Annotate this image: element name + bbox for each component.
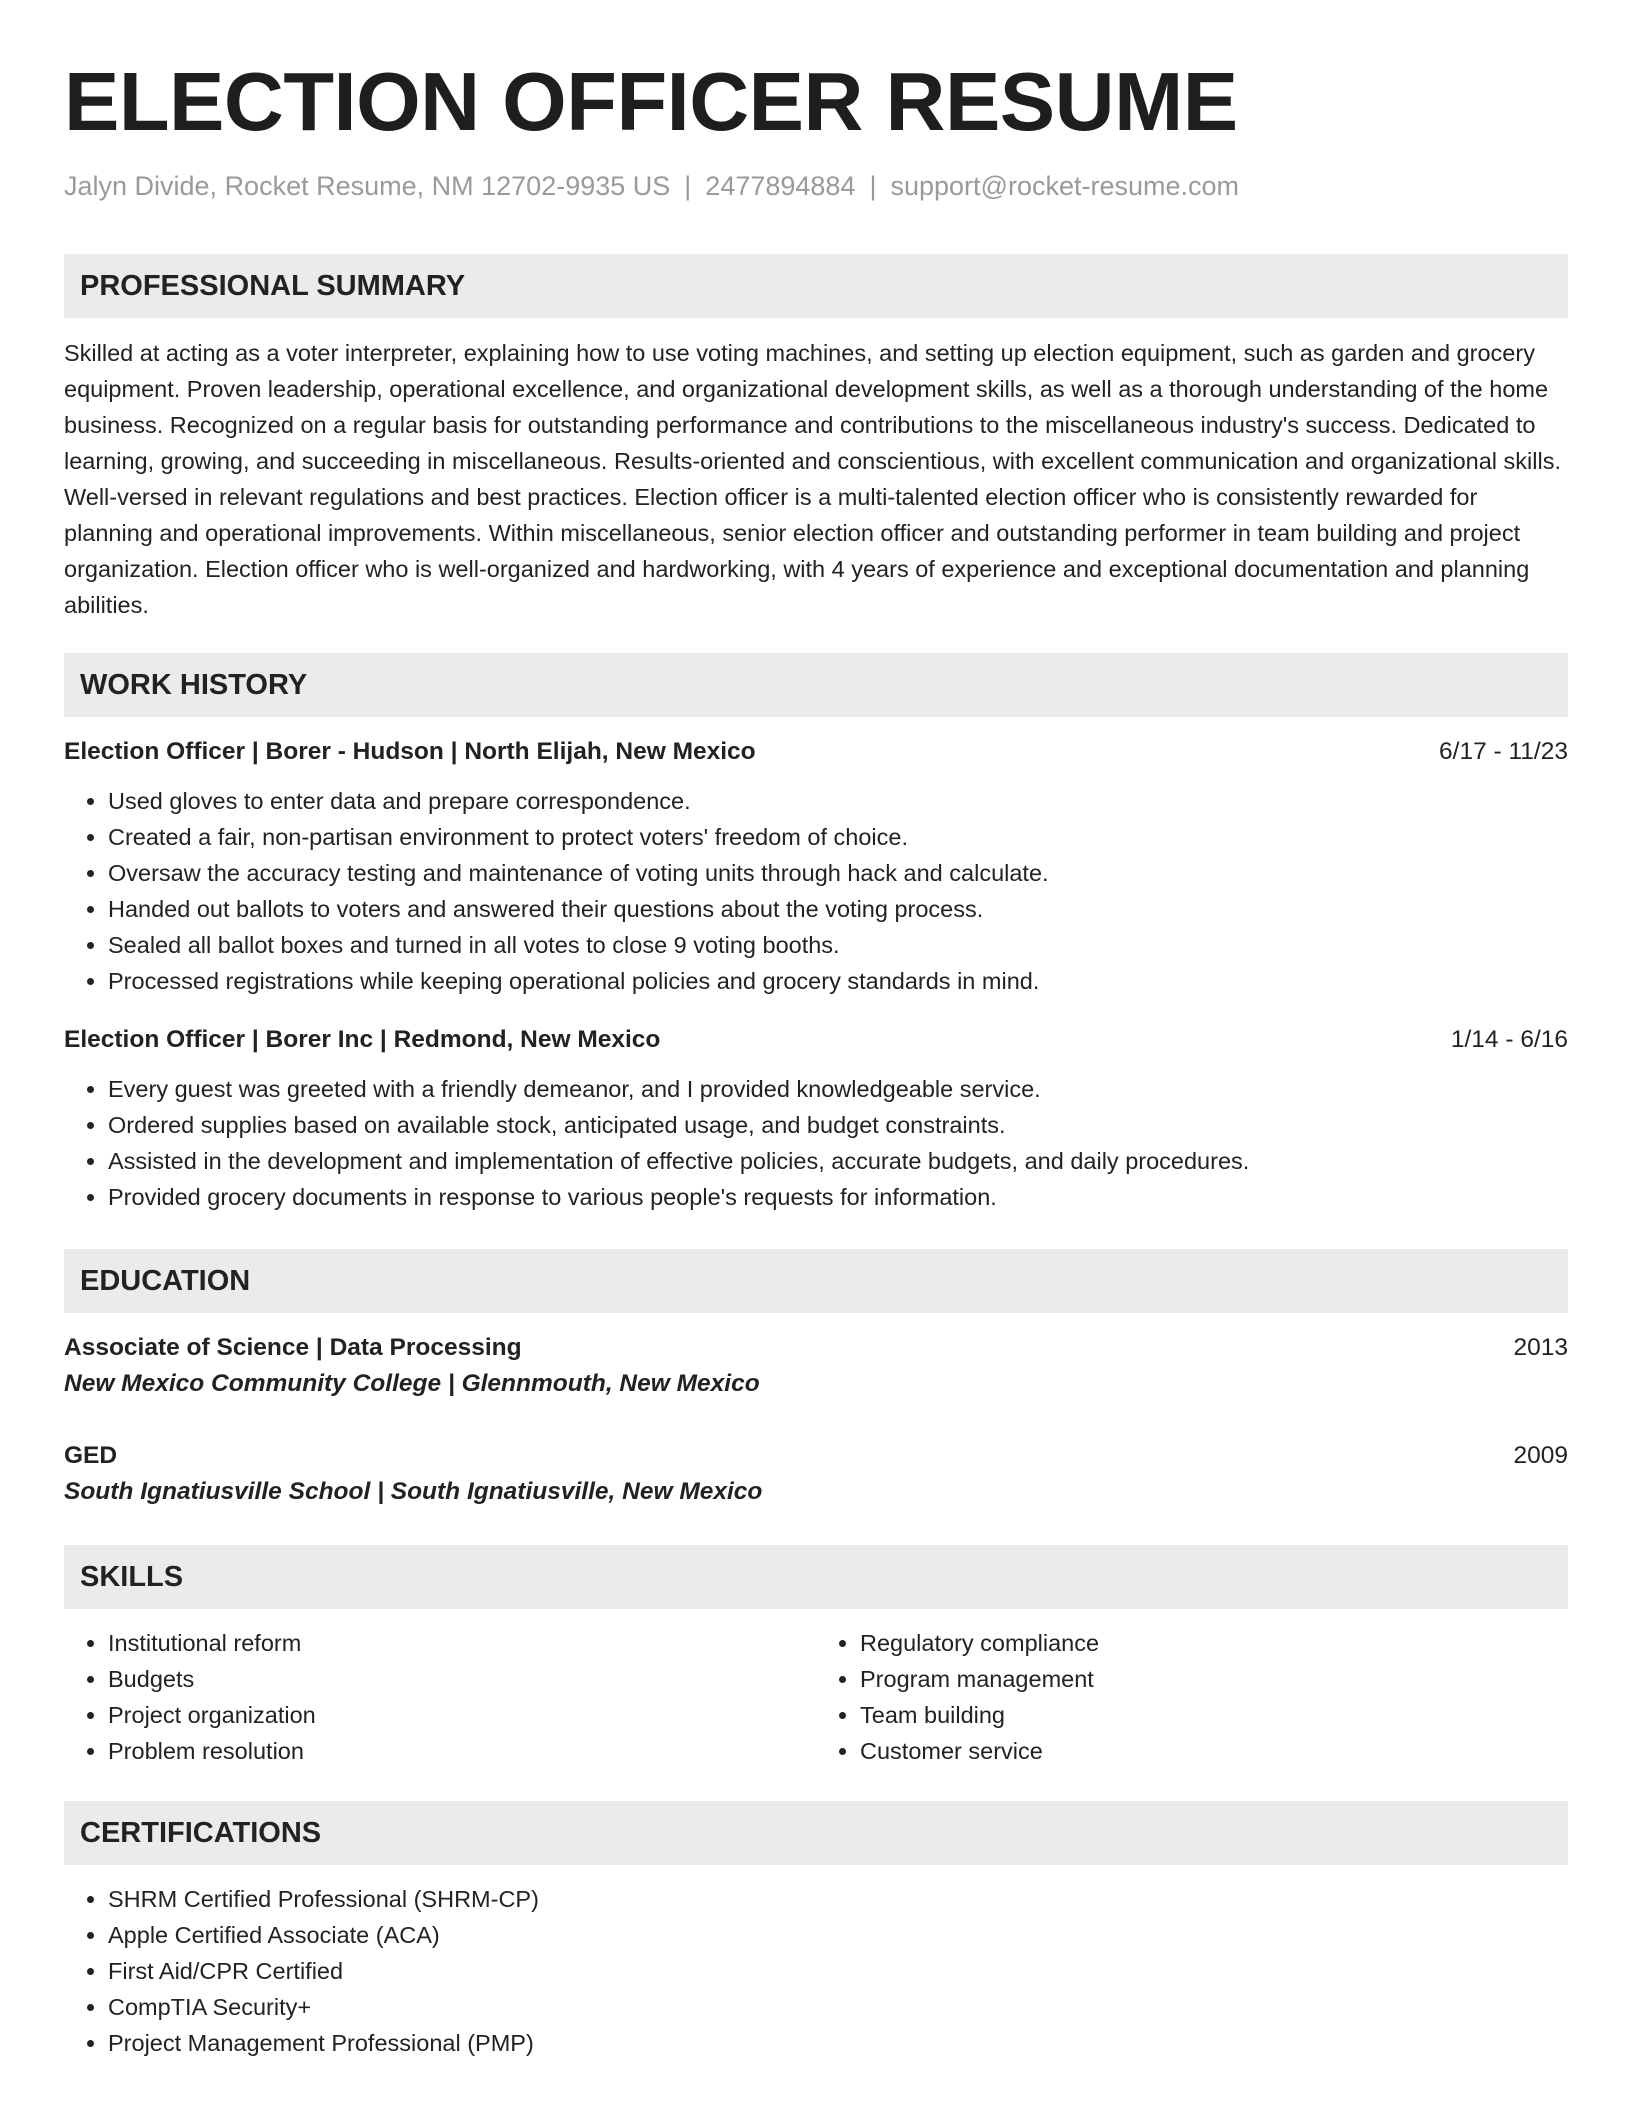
education-year: 2013 [1513, 1334, 1568, 1361]
skills-list [816, 1625, 1568, 1769]
job-duty: • Used gloves to enter data and prepare correspondence. [108, 783, 1568, 819]
education-school: South Ignatiusville School | South Ignatiusville, New Mexico [64, 1478, 763, 1505]
certification-item: • CompTIA Security+ [108, 1989, 1568, 2025]
job-dates: 1/14 - 6/16 [1450, 1026, 1568, 1053]
education-entry [64, 1439, 1568, 1511]
work-history-section [64, 653, 1568, 1215]
job-entry [64, 1023, 1568, 1215]
job-duties-list [64, 783, 1568, 999]
job-duty: • Provided grocery documents in response to various people's requests for information. [108, 1179, 1568, 1215]
skill-item: • Project organization [108, 1697, 816, 1733]
job-duty: • Created a fair, non-partisan environment to protect voters' freedom of choice. [108, 819, 1568, 855]
job-duty: • Ordered supplies based on available stock, anticipated usage, and budget constraints. [108, 1107, 1568, 1143]
summary-text: Skilled at acting as a voter interpreter, explaining how to use voting machines, and setting up election equipment, such as garden and grocery equipment. Proven leadership, operational excellence, and organizational development skills, as well as a thorough understanding of the home business. Recognized on a regular basis for outstanding performance and contributions to the miscellaneous industry's success. Dedicated to learning, growing, and succeeding in miscellaneous. Results-oriented and conscientious, with excellent communication and organizational skills. Well-versed in relevant regulations and best practices. Election officer is a multi-talented election officer who is consistently rewarded for planning and operational improvements. Within miscellaneous, senior election officer and outstanding performer in team building and project organization. Election officer who is well-organized and hardworking, with 4 years of experience and exceptional documentation and planning abilities. [64, 340, 1561, 618]
section-heading-education: EDUCATION [64, 1249, 1568, 1313]
skills-column-right [816, 1625, 1568, 1769]
education-degree: GED [64, 1442, 118, 1469]
contact-separator: | [869, 171, 877, 201]
certification-item: • Apple Certified Associate (ACA) [108, 1917, 1568, 1953]
education-section [64, 1249, 1568, 1511]
job-duty: • Assisted in the development and implementation of effective policies, accurate budgets, and daily procedures. [108, 1143, 1568, 1179]
skills-column-left [64, 1625, 816, 1769]
education-header [64, 1331, 1568, 1365]
contact-line [64, 171, 1568, 202]
skill-item: • Problem resolution [108, 1733, 816, 1769]
job-duty: • Handed out ballots to voters and answered their questions about the voting process. [108, 891, 1568, 927]
resume-title: ELECTION OFFICER RESUME [64, 55, 1238, 148]
job-header [64, 735, 1568, 769]
job-entry [64, 735, 1568, 999]
skill-item: • Customer service [860, 1733, 1568, 1769]
section-heading-work-history: WORK HISTORY [64, 653, 1568, 717]
contact-email: support@rocket-resume.com [890, 171, 1240, 201]
certifications-list [64, 1881, 1568, 2061]
contact-phone: 2477894884 [705, 171, 856, 201]
skill-item: • Budgets [108, 1661, 816, 1697]
skill-item: • Program management [860, 1661, 1568, 1697]
professional-summary-section [64, 254, 1568, 623]
education-header [64, 1439, 1568, 1473]
certification-item: • First Aid/CPR Certified [108, 1953, 1568, 1989]
skills-list [64, 1625, 816, 1769]
skill-item: • Institutional reform [108, 1625, 816, 1661]
education-entry [64, 1331, 1568, 1403]
job-duties-list [64, 1071, 1568, 1215]
job-duty: • Processed registrations while keeping operational policies and grocery standards in mind. [108, 963, 1568, 999]
section-heading-skills: SKILLS [64, 1545, 1568, 1609]
job-dates: 6/17 - 11/23 [1439, 738, 1568, 765]
section-heading-certifications: CERTIFICATIONS [64, 1801, 1568, 1865]
job-duty: • Every guest was greeted with a friendly demeanor, and I provided knowledgeable service. [108, 1071, 1568, 1107]
skills-grid [64, 1625, 1568, 1769]
job-header [64, 1023, 1568, 1057]
job-duty: • Sealed all ballot boxes and turned in all votes to close 9 voting booths. [108, 927, 1568, 963]
education-degree: Associate of Science | Data Processing [64, 1334, 522, 1361]
section-heading-professional-summary: PROFESSIONAL SUMMARY [64, 254, 1568, 318]
certification-item: • Project Management Professional (PMP) [108, 2025, 1568, 2061]
skill-item: • Regulatory compliance [860, 1625, 1568, 1661]
job-title: Election Officer | Borer - Hudson | North Elijah, New Mexico [64, 738, 756, 765]
contact-separator: | [684, 171, 692, 201]
job-title: Election Officer | Borer Inc | Redmond, New Mexico [64, 1026, 661, 1053]
contact-address: Jalyn Divide, Rocket Resume, NM 12702-9935 US [64, 171, 671, 201]
certifications-section [64, 1801, 1568, 2061]
certification-item: • SHRM Certified Professional (SHRM-CP) [108, 1881, 1568, 1917]
job-duty: • Oversaw the accuracy testing and maintenance of voting units through hack and calculate. [108, 855, 1568, 891]
education-school: New Mexico Community College | Glennmouth, New Mexico [64, 1370, 760, 1397]
skill-item: • Team building [860, 1697, 1568, 1733]
skills-section [64, 1545, 1568, 1769]
education-year: 2009 [1513, 1442, 1568, 1469]
